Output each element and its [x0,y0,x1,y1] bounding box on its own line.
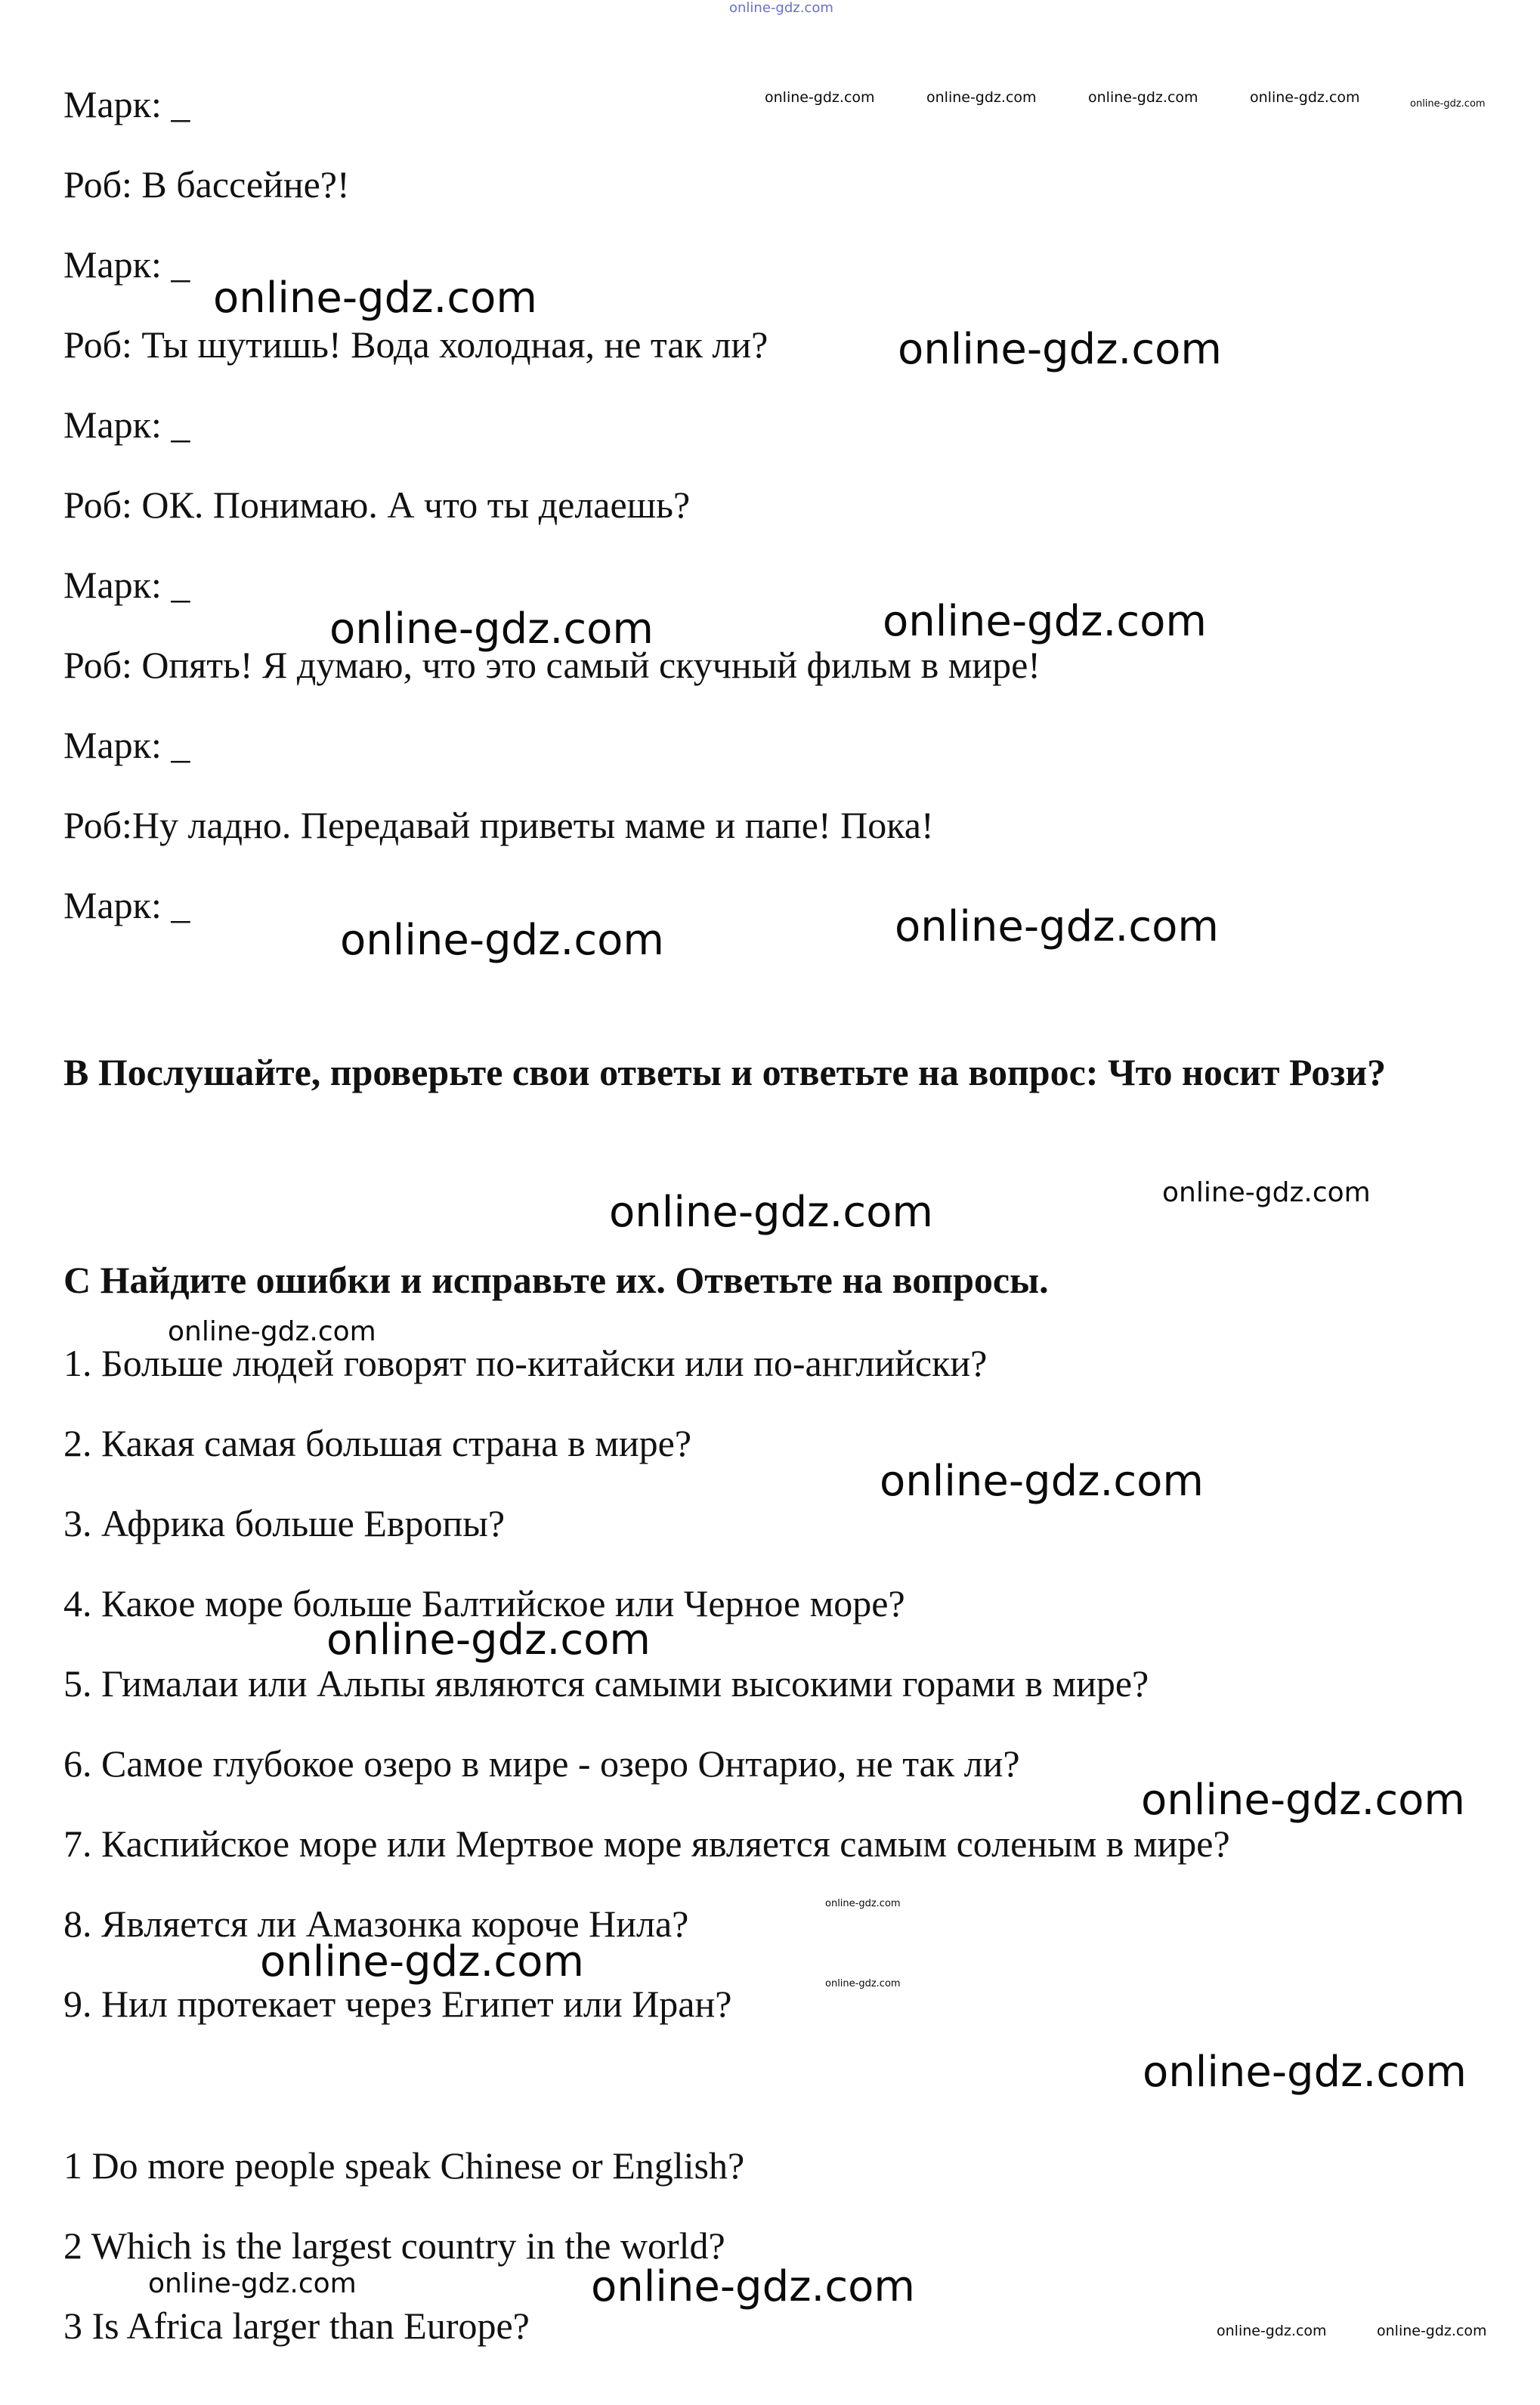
section-c-heading: С Найдите ошибки и исправьте их. Ответьте на вопросы. [63,1259,1049,1301]
watermark: online-gdz.com [213,274,537,323]
watermark: online-gdz.com [883,597,1207,646]
watermark: online-gdz.com [168,1316,376,1347]
watermark: online-gdz.com [1250,89,1360,106]
dialogue-line: Марк: _ [63,243,190,286]
dialogue-line: Роб: Ты шутишь! Вода холодная, не так ли? [63,323,768,366]
question-ru: 2. Какая самая большая страна в мире? [63,1422,692,1464]
watermark: online-gdz.com [898,325,1222,374]
question-ru: 4. Какое море больше Балтийское или Черное море? [63,1582,905,1624]
dialogue-line: Роб: Опять! Я думаю, что это самый скучный фильм в мире! [63,644,1041,686]
question-en: 3 Is Africa larger than Europe? [63,2305,530,2347]
dialogue-line: Марк: _ [63,884,190,926]
watermark: online-gdz.com [329,604,654,654]
section-b-heading: В Послушайте, проверьте свои ответы и ответьте на вопрос: Что носит Рози? [63,1051,1387,1093]
dialogue-line: Марк: _ [63,724,190,766]
watermark: online-gdz.com [260,1937,584,1986]
watermark: online-gdz.com [880,1457,1204,1506]
dialogue-line: Роб:Ну ладно. Передавай приветы маме и папе! Пока! [63,804,934,846]
dialogue-line: Роб: В бассейне?! [63,163,350,206]
watermark: online-gdz.com [825,1978,901,1989]
watermark: online-gdz.com [1217,2323,1327,2339]
watermark: online-gdz.com [609,1188,933,1237]
watermark: online-gdz.com [926,89,1037,106]
watermark: online-gdz.com [765,89,875,106]
dialogue-line: Марк: _ [63,83,190,125]
question-en: 2 Which is the largest country in the world? [63,2224,725,2267]
watermark: online-gdz.com [895,902,1219,951]
watermark: online-gdz.com [326,1615,651,1665]
question-en: 1 Do more people speak Chinese or English? [63,2144,745,2187]
watermark: online-gdz.com [1410,98,1486,110]
question-ru: 7. Каспийское море или Мертвое море является самым соленым в мире? [63,1822,1230,1865]
question-ru: 3. Африка больше Европы? [63,1502,506,1544]
question-ru: 6. Самое глубокое озеро в мире - озеро Онтарио, не так ли? [63,1742,1020,1785]
question-ru: 1. Больше людей говорят по-китайски или по-английски? [63,1342,988,1384]
watermark: online-gdz.com [591,2262,915,2311]
watermark: online-gdz.com [1088,89,1198,106]
question-ru: 8. Является ли Амазонка короче Нила? [63,1903,689,1945]
dialogue-line: Марк: _ [63,403,190,446]
watermark: online-gdz.com [1377,2323,1487,2339]
watermark: online-gdz.com [1162,1177,1371,1208]
header-watermark: online-gdz.com [729,0,833,16]
question-ru: 9. Нил протекает через Египет или Иран? [63,1983,732,2025]
watermark: online-gdz.com [825,1898,901,1909]
watermark: online-gdz.com [148,2268,357,2299]
watermark: online-gdz.com [1143,2048,1467,2097]
watermark: online-gdz.com [340,916,664,965]
dialogue-line: Роб: ОК. Понимаю. А что ты делаешь? [63,484,691,526]
watermark: online-gdz.com [1141,1776,1465,1825]
dialogue-line: Марк: _ [63,564,190,606]
question-ru: 5. Гималаи или Альпы являются самыми высокими горами в мире? [63,1662,1149,1705]
